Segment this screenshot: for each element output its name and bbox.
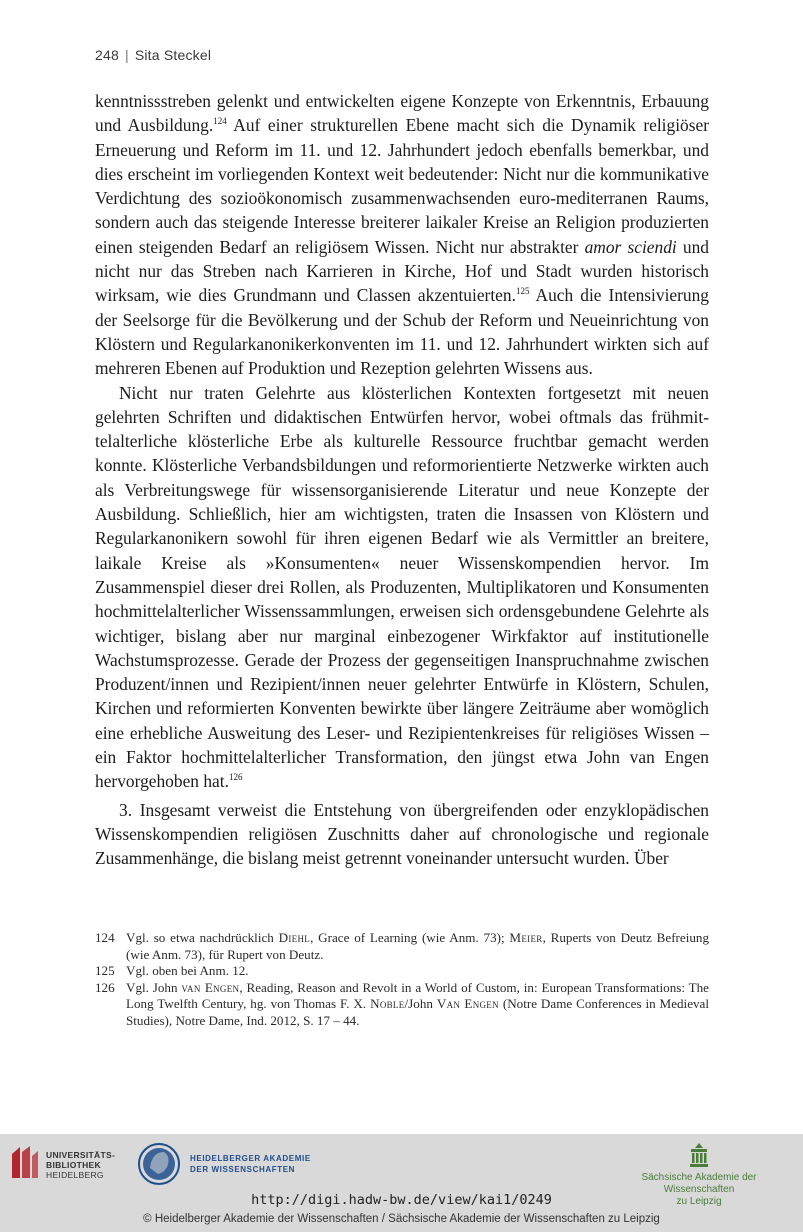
header-separator: | [124, 47, 129, 63]
author-name: Sita Steckel [134, 47, 212, 63]
footnotes [95, 930, 709, 1030]
text-run: (Notre Dame Conferences in Medieval Studies), Notre Dame, Ind. 2012, S. 17 – 44. [126, 996, 710, 1028]
footnote-number: 126 [95, 979, 115, 995]
author-smallcaps: Noble [370, 996, 405, 1012]
text-run: , Grace of Learning (wie Anm. 73); [310, 930, 510, 945]
text-run: Auf einer strukturellen Ebene macht sich die Dynamik religiöser Erneuerung und Reform im 11. und 12. Jahrhundert jedoch ebenfalls bemerkbar, und dies erscheint im vorliegenden Kontext weit bedeutender: Nicht nur die kommunikative Verdichtung des sozioökonomisch zusammenwachsenden euro-mediterranen Raums, sondern auch das steigende Interesse breiterer laikaler Kreise an Religion produzierten einen steigenden Bedarf an religiösem Wissen. Nicht nur abstrakter [95, 115, 710, 257]
author-smallcaps: van Engen [181, 979, 240, 995]
hadw-line: HEIDELBERGER AKADEMIE [190, 1154, 311, 1163]
ub-emblem-icon [10, 1144, 40, 1180]
paragraph-1 [95, 89, 709, 381]
footnote-125 [95, 963, 709, 980]
ub-heidelberg-logo[interactable] [10, 1144, 115, 1180]
text-run: kenntnissstreben gelenkt und entwickelten eigene Konzepte von Erkenntnis, Erbauung und Ausbildung. [95, 91, 709, 136]
main-text [95, 89, 709, 871]
source-url-link[interactable]: http://digi.hadw-bw.de/view/kai1/0249 [251, 1192, 552, 1208]
paragraph-2 [95, 381, 709, 794]
copyright-notice: © Heidelberger Akademie der Wissenschaften / Sächsische Akademie der Wissenschaften zu Leipzig [143, 1213, 660, 1225]
text-run: , Reading, Reason and Revolt in a World of Custom, in: European Transformations: The Long Twelfth Century, hg. von Thomas F. X. [126, 979, 709, 1012]
hadw-logo-text [190, 1153, 311, 1175]
hadw-logo[interactable] [138, 1142, 311, 1186]
text-run: /John [404, 996, 437, 1012]
author-smallcaps: Diehl [278, 930, 311, 945]
running-head [95, 47, 211, 63]
footnote-ref-126[interactable]: 126 [228, 772, 243, 783]
ub-line: UNIVERSITÄTS- [46, 1150, 116, 1160]
athena-head-icon [138, 1142, 180, 1186]
text-run: Auch die Intensivierung der Seelsorge für die Bevölkerung und der Schub der Reform und Neueinrichtung von Klöstern und Regularkanonikerkonventen im 11. und 12. Jahrhundert wirkten sich auf mehreren Ebenen auf Produktion und Rezeption gelehrten Wissens aus. [95, 285, 709, 379]
italic-term: amor sciendi [584, 236, 677, 257]
text-run: Vgl. John [126, 979, 182, 995]
footnote-text [126, 980, 709, 1030]
text-run: Nicht nur traten Gelehrte aus klösterlichen Kontexten fortgesetzt mit neuen gelehrten Schriften und didaktischen Entwürfen hervor, wobei oftmals das frühmittelalterliche klösterliche Erbe als kulturelle Ressource fruchtbar gemacht werden konnte. Klösterliche Verbandsbildungen und reformorientierte Netzwerke wirkten auch als Verbreitungswege für wissensorganisierende Literatur und neue Konzepte der Ausbildung. Schließlich, hier am wichtigsten, traten die Insassen von Klöstern und Regularkanonikern sowohl für ihren eigenen Bedarf wie als Vermittler an breitere, laikale Kreise als »Konsumenten« neuer Wissenskompendien hervor. Im Zusammenspiel dieser drei Rollen, als Produzenten, Multiplikatoren und Konsumenten hochmittelalterlicher Wissenssammlungen, erweisen sich ordensgebundene Gelehrte als wichtiger, bislang aber nur marginal einbezogener Wirkfaktor auf institutionelle Wachstumsprozesse. Gerade der Prozess der gegenseitigen Inanspruchnahme zwischen Produzent/innen und Rezipient/innen neuer gelehrter Entwürfe in Klöstern, Schulen, Kirchen und reformierten Konventen bewirkte über längere Zeiträume aber womöglich eine erhebliche Ausweitung des Leser- und Rezipientenkreises für religiöses Wissen – ein Faktor hochmittelalterlicher Transformation, den jüngst etwa John van Engen hervorgehoben hat. [95, 382, 709, 792]
hadw-line: DER WISSENSCHAFTEN [190, 1165, 296, 1174]
paragraph-3: 3. Insgesamt verweist die Entstehung von übergreifenden oder enzyklopädischen Wissenskompendien religiösen Zuschnitts daher auf chronologische und regionale Zusammenhänge, die bislang meist getrennt voneinander untersucht wurden. Über [95, 799, 709, 869]
footnote-ref-124[interactable]: 124 [213, 116, 227, 127]
text-run: und nicht nur das Streben nach Karrieren in Kirche, Hof und Stadt wurden historisch wirksam, wie dies Grundmann und Classen akzentuierten. [95, 236, 710, 306]
footnote-ref-125[interactable]: 125 [515, 286, 530, 297]
author-smallcaps: Meier [509, 930, 543, 945]
saxon-line: Sächsische Akademie der Wissenschaften [641, 1172, 757, 1195]
footnote-124 [95, 930, 709, 963]
building-icon [688, 1142, 710, 1168]
footnote-126 [95, 980, 709, 1030]
author-smallcaps: Van Engen [436, 996, 499, 1012]
footnote-number: 124 [95, 930, 115, 945]
ub-line: BIBLIOTHEK [46, 1160, 101, 1170]
ub-line: HEIDELBERG [46, 1170, 104, 1180]
footnote-number: 125 [95, 963, 115, 979]
ub-logo-text [46, 1150, 115, 1180]
page-number: 248 [95, 47, 119, 63]
text-run: Vgl. so etwa nachdrücklich [126, 930, 279, 945]
footnote-text [126, 930, 709, 963]
text-run: , Ruperts von Deutz Befreiung (wie Anm. 73), für Rupert von Deutz. [126, 930, 710, 962]
footnote-text: Vgl. oben bei Anm. 12. [126, 963, 249, 979]
saxon-line: zu Leipzig [676, 1196, 722, 1207]
